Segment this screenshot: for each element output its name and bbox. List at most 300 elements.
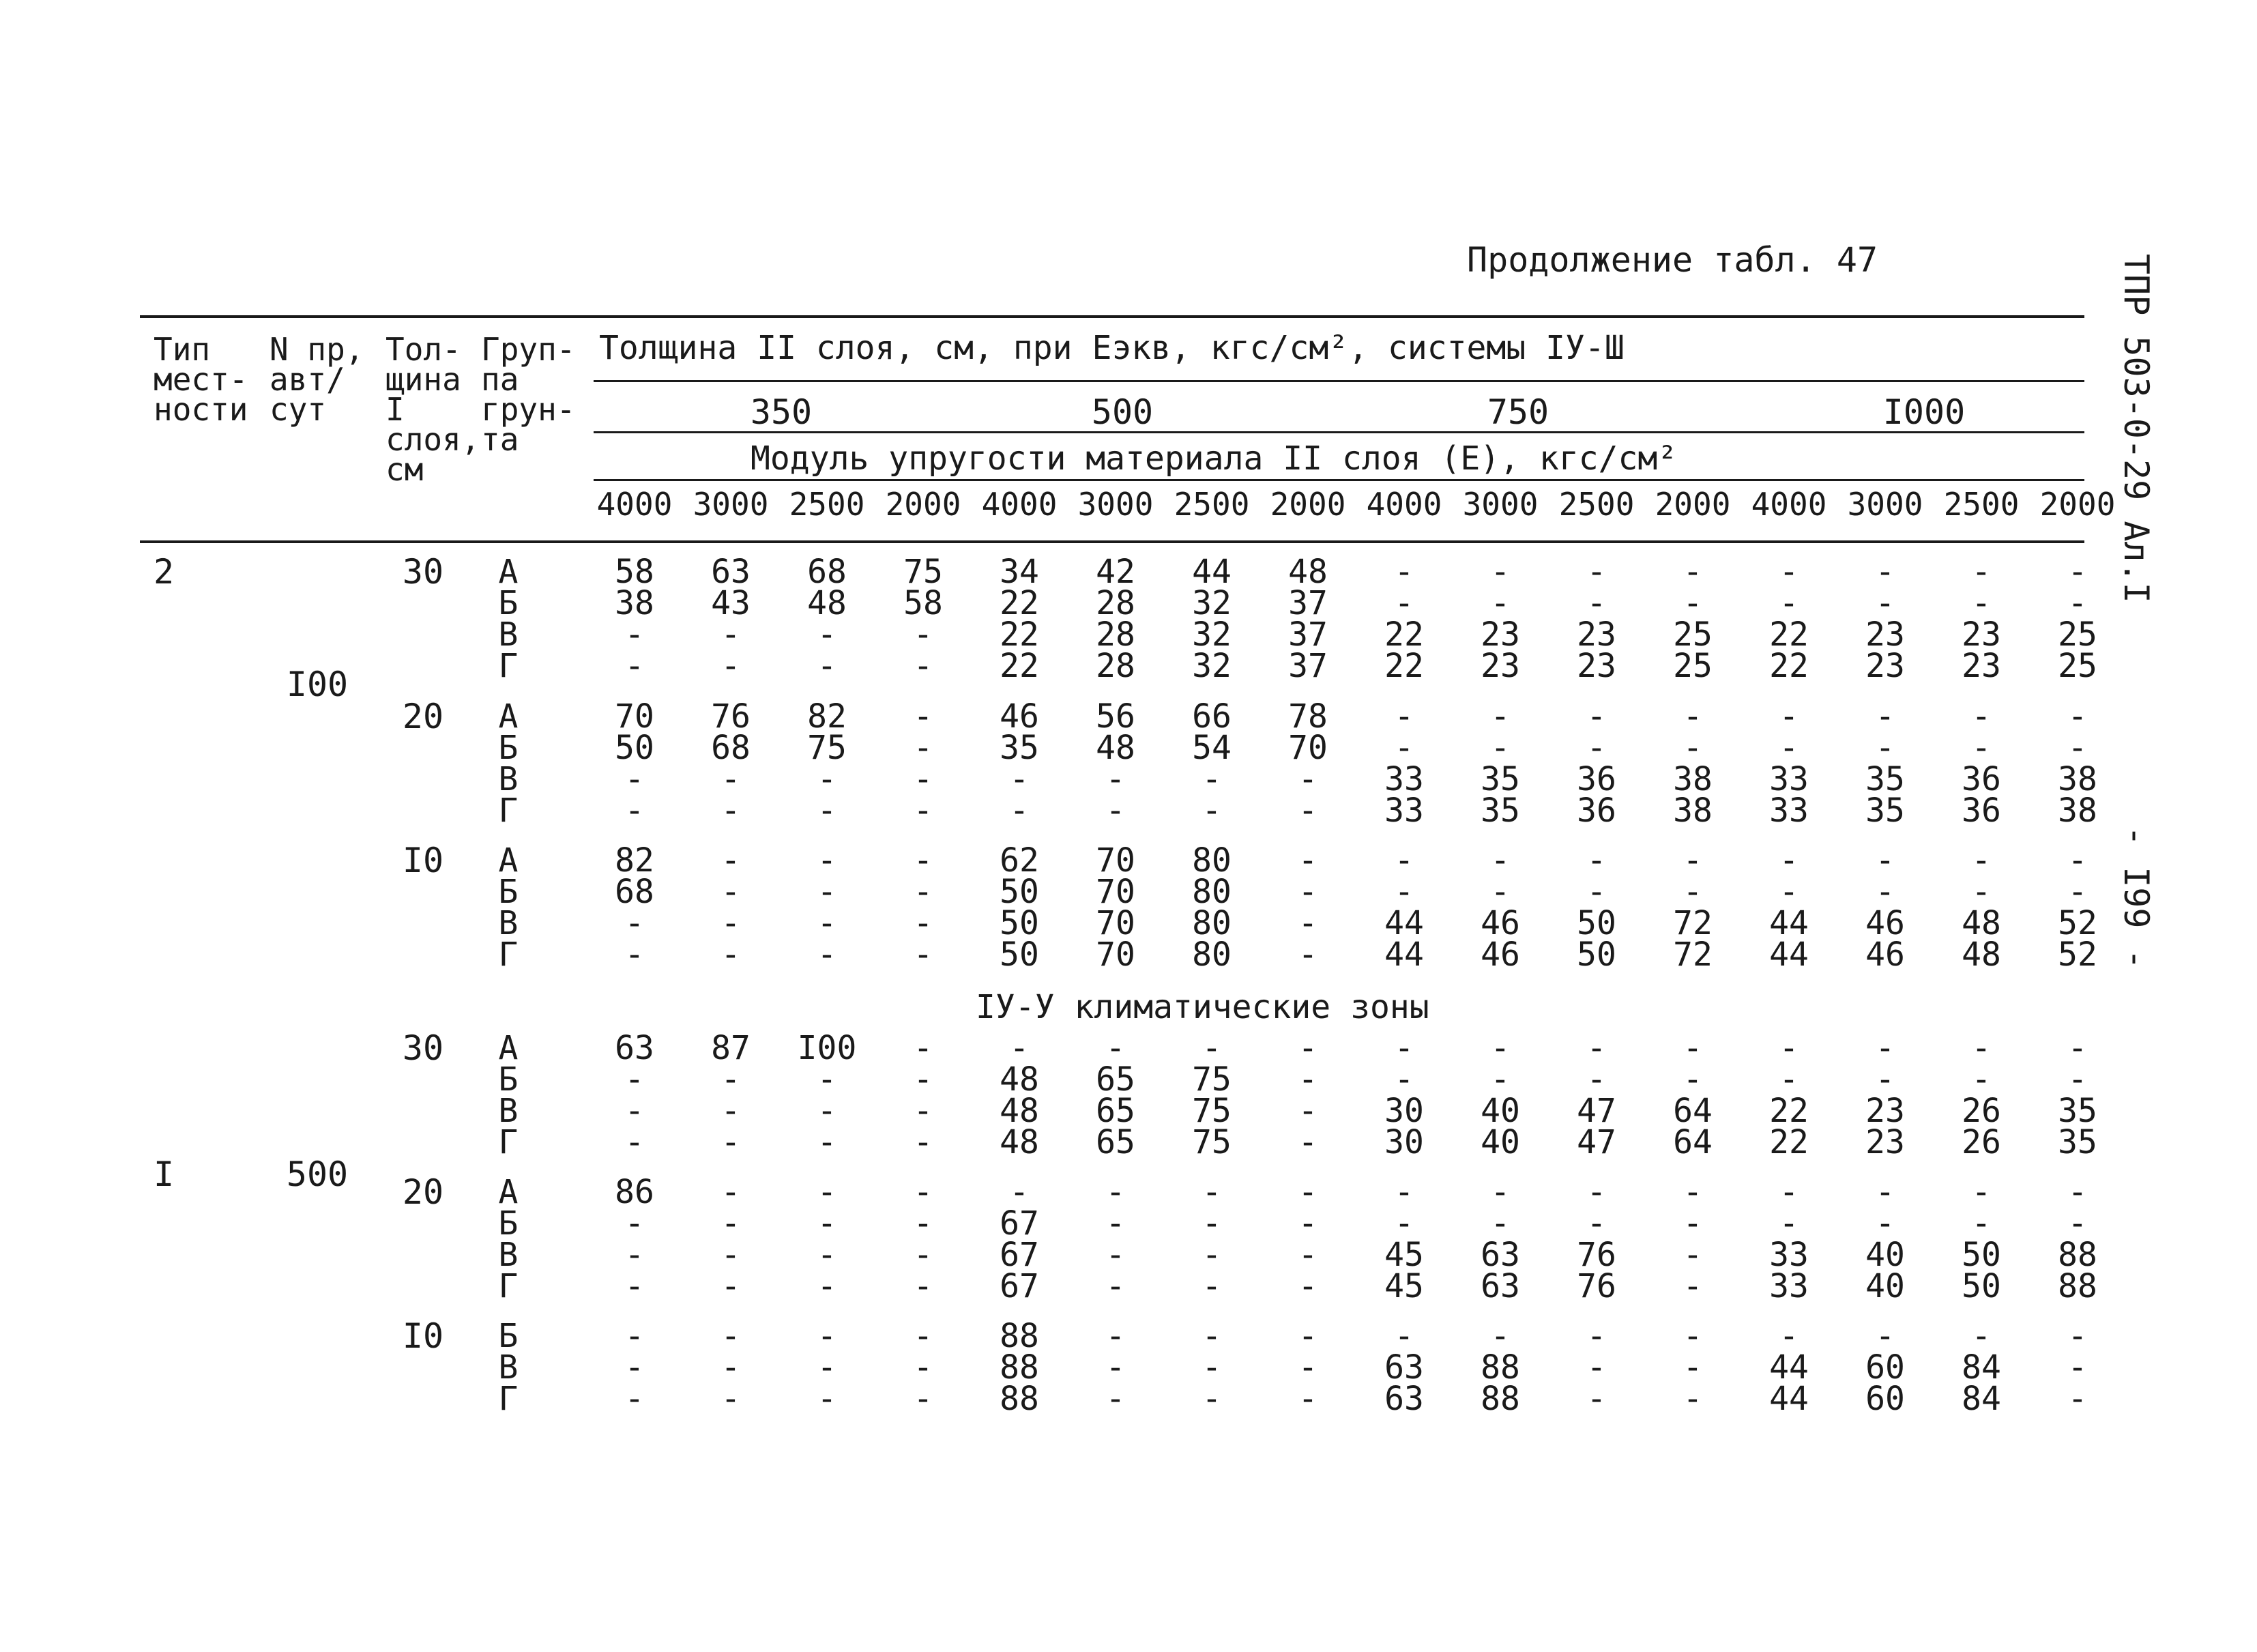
table-cell: - [720, 647, 741, 685]
table-cell: 50 [1577, 936, 1616, 974]
table-cell: - [1586, 729, 1607, 767]
table-cell: 52 [2058, 904, 2097, 942]
table-cell: - [1586, 841, 1607, 880]
table-cell: - [1586, 584, 1607, 622]
table-cell: - [2067, 697, 2088, 736]
soil-group: Г [498, 936, 519, 974]
table-cell: - [1971, 1060, 1992, 1099]
table-cell: 48 [1288, 553, 1328, 591]
modulus-3000: 3000 [693, 486, 769, 523]
table-top-rule [140, 315, 2084, 318]
table-cell: - [913, 1029, 933, 1067]
table-cell: - [1394, 1317, 1414, 1355]
table-cell: 37 [1288, 615, 1328, 654]
modulus-2000: 2000 [1270, 486, 1346, 523]
table-cell: 40 [1481, 1123, 1520, 1161]
table-cell: 44 [1384, 904, 1424, 942]
table-cell: 23 [1481, 615, 1520, 654]
table-cell: - [1298, 1267, 1318, 1305]
table-cell: 36 [1962, 760, 2001, 798]
table-cell: 23 [1865, 615, 1905, 654]
table-cell: 23 [1481, 647, 1520, 685]
table-cell: 34 [1000, 553, 1039, 591]
table-cell: - [1105, 1204, 1126, 1243]
table-cell: 75 [1192, 1092, 1232, 1130]
table-cell: 88 [1000, 1380, 1039, 1418]
table-cell: 35 [1481, 792, 1520, 830]
table-cell: - [1586, 1029, 1607, 1067]
table-cell: 86 [615, 1173, 654, 1211]
table-cell: 68 [711, 729, 751, 767]
modulus-2000: 2000 [2039, 486, 2116, 523]
table-cell: - [1394, 1173, 1414, 1211]
modulus-3000: 3000 [1077, 486, 1154, 523]
table-cell: - [1971, 584, 1992, 622]
table-cell: 70 [1096, 936, 1135, 974]
table-cell: 22 [1000, 584, 1039, 622]
table-cell: - [1490, 1204, 1511, 1243]
table-cell: 35 [1000, 729, 1039, 767]
table-cell: 22 [1000, 615, 1039, 654]
table-cell: - [2067, 873, 2088, 911]
table-cell: - [1586, 1317, 1607, 1355]
table-cell: 84 [1962, 1380, 2001, 1418]
table-cell: - [624, 1060, 645, 1099]
table-cell: 22 [1769, 1092, 1809, 1130]
table-cell: - [1586, 1204, 1607, 1243]
table-cell: 50 [1577, 904, 1616, 942]
table-cell: 66 [1192, 697, 1232, 736]
table-cell: I00 [797, 1029, 857, 1067]
table-cell: 75 [807, 729, 847, 767]
table-cell: - [1779, 553, 1799, 591]
table-cell: 60 [1865, 1348, 1905, 1387]
modulus-2000: 2000 [885, 486, 961, 523]
table-cell: 33 [1769, 792, 1809, 830]
table-cell: - [1202, 1267, 1222, 1305]
table-cell: - [1298, 841, 1318, 880]
table-cell: - [1683, 1380, 1703, 1418]
table-cell: 48 [1962, 936, 2001, 974]
table-cell: - [1490, 1173, 1511, 1211]
table-cell: - [1394, 841, 1414, 880]
table-cell: - [1298, 1348, 1318, 1387]
table-cell: 28 [1096, 584, 1135, 622]
table-cell: 28 [1096, 615, 1135, 654]
table-cell: - [720, 841, 741, 880]
table-cell: 35 [2058, 1092, 2097, 1130]
modulus-3000: 3000 [1462, 486, 1539, 523]
table-cell: - [1202, 792, 1222, 830]
soil-group: Б [498, 1204, 519, 1243]
table-cell: - [1875, 1173, 1895, 1211]
table-cell: - [817, 1123, 837, 1161]
table-cell: - [1105, 1380, 1126, 1418]
table-cell: - [913, 1348, 933, 1387]
table-cell: 78 [1288, 697, 1328, 736]
table-cell: 60 [1865, 1380, 1905, 1418]
table-cell: 30 [1384, 1092, 1424, 1130]
table-cell: - [1875, 1029, 1895, 1067]
table-cell: 52 [2058, 936, 2097, 974]
table-cell: - [913, 841, 933, 880]
soil-group: А [498, 553, 519, 591]
table-cell: 35 [1865, 760, 1905, 798]
table-cell: - [913, 1267, 933, 1305]
table-cell: - [1298, 1173, 1318, 1211]
soil-group: Б [498, 1317, 519, 1355]
table-cell: 82 [615, 841, 654, 880]
table-cell: - [2067, 1348, 2088, 1387]
table-cell: - [913, 615, 933, 654]
layer1-thickness: 20 [402, 697, 444, 736]
table-cell: - [817, 615, 837, 654]
table-cell: - [1779, 1060, 1799, 1099]
table-cell: - [1490, 1029, 1511, 1067]
soil-group: Г [498, 1380, 519, 1418]
eekv-group-1000: I000 [1882, 392, 1966, 432]
table-cell: 32 [1192, 615, 1232, 654]
table-cell: - [1490, 1317, 1511, 1355]
table-cell: - [2067, 553, 2088, 591]
table-cell: - [1105, 1348, 1126, 1387]
soil-group: Б [498, 584, 519, 622]
table-cell: - [1875, 697, 1895, 736]
modulus-3000: 3000 [1847, 486, 1923, 523]
layer1-thickness: 20 [402, 1172, 444, 1212]
terrain-type: 2 [153, 552, 175, 592]
table-cell: 80 [1192, 873, 1232, 911]
table-cell: - [817, 841, 837, 880]
table-cell: 44 [1769, 904, 1809, 942]
table-cell: - [1586, 1060, 1607, 1099]
modulus-2500: 2500 [1558, 486, 1635, 523]
table-cell: - [913, 760, 933, 798]
table-cell: 33 [1384, 792, 1424, 830]
table-cell: - [1298, 1380, 1318, 1418]
table-cell: - [1394, 1204, 1414, 1243]
table-cell: 70 [1288, 729, 1328, 767]
table-cell: - [720, 1173, 741, 1211]
table-cell: 38 [1673, 792, 1713, 830]
table-cell: - [1683, 1204, 1703, 1243]
terrain-type: I [153, 1155, 175, 1194]
table-cell: 22 [1769, 1123, 1809, 1161]
page-number: - I99 - [2116, 826, 2156, 970]
traffic-volume: I00 [286, 665, 349, 704]
soil-group: Б [498, 1060, 519, 1099]
soil-group: Г [498, 1123, 519, 1161]
table-cell: 46 [1481, 936, 1520, 974]
table-cell: - [720, 792, 741, 830]
table-cell: 38 [1673, 760, 1713, 798]
table-cell: - [913, 1173, 933, 1211]
table-cell: 40 [1481, 1092, 1520, 1130]
table-cell: - [913, 904, 933, 942]
table-cell: 65 [1096, 1092, 1135, 1130]
table-cell: - [624, 1317, 645, 1355]
table-cell: 75 [1192, 1060, 1232, 1099]
table-cell: - [1971, 1029, 1992, 1067]
table-cell: - [1683, 697, 1703, 736]
table-cell: - [913, 1236, 933, 1274]
table-cell: - [1971, 729, 1992, 767]
table-cell: - [1298, 936, 1318, 974]
table-cell: 46 [1000, 697, 1039, 736]
soil-group: Г [498, 1267, 519, 1305]
table-cell: - [817, 1092, 837, 1130]
table-cell: - [624, 1236, 645, 1274]
soil-group: В [498, 760, 519, 798]
table-cell: 76 [1577, 1236, 1616, 1274]
table-cell: 67 [1000, 1204, 1039, 1243]
eekv-rule [594, 380, 2084, 382]
table-cell: 35 [1481, 760, 1520, 798]
table-cell: - [913, 1060, 933, 1099]
table-cell: - [720, 615, 741, 654]
table-cell: - [913, 647, 933, 685]
table-cell: - [1971, 553, 1992, 591]
table-cell: 68 [807, 553, 847, 591]
table-cell: 62 [1000, 841, 1039, 880]
table-cell: 44 [1384, 936, 1424, 974]
table-cell: - [1683, 1236, 1703, 1274]
table-cell: 67 [1000, 1267, 1039, 1305]
table-cell: - [1298, 792, 1318, 830]
table-cell: - [1298, 1123, 1318, 1161]
table-cell: 50 [1962, 1236, 2001, 1274]
table-cell: - [1683, 1173, 1703, 1211]
table-cell: 80 [1192, 841, 1232, 880]
table-cell: 22 [1769, 615, 1809, 654]
table-cell: - [1779, 697, 1799, 736]
table-cell: - [1394, 729, 1414, 767]
table-cell: - [1202, 1204, 1222, 1243]
layer1-thickness: 30 [402, 1028, 444, 1068]
table-cell: - [1779, 584, 1799, 622]
table-cell: - [817, 1317, 837, 1355]
header-modulus: Модуль упругости материала II слоя (Е), кгс/см² [751, 439, 1678, 478]
table-cell: - [1298, 1060, 1318, 1099]
table-cell: - [1779, 873, 1799, 911]
table-cell: - [1105, 1029, 1126, 1067]
table-cell: 80 [1192, 904, 1232, 942]
table-cell: - [1971, 1204, 1992, 1243]
table-cell: 63 [1384, 1380, 1424, 1418]
table-cell: - [720, 936, 741, 974]
table-cell: - [720, 1123, 741, 1161]
modulus-4000: 4000 [1366, 486, 1442, 523]
table-cell: - [2067, 1029, 2088, 1067]
table-cell: - [1394, 873, 1414, 911]
table-cell: - [1009, 1029, 1030, 1067]
table-cell: 44 [1769, 1348, 1809, 1387]
table-cell: 88 [1000, 1348, 1039, 1387]
table-cell: 36 [1577, 760, 1616, 798]
table-cell: 50 [1000, 936, 1039, 974]
table-cell: 47 [1577, 1123, 1616, 1161]
header-traffic: N пр, авт/ сут [270, 331, 364, 428]
table-cell: - [1779, 1317, 1799, 1355]
table-cell: - [817, 647, 837, 685]
table-cell: 72 [1673, 904, 1713, 942]
table-cell: - [817, 936, 837, 974]
table-cell: 46 [1865, 936, 1905, 974]
table-cell: - [817, 904, 837, 942]
header-soil-group: Груп- па грун- та [481, 331, 576, 458]
table-cell: - [817, 1267, 837, 1305]
table-cell: 28 [1096, 647, 1135, 685]
table-cell: 48 [1000, 1060, 1039, 1099]
table-cell: - [817, 1060, 837, 1099]
table-cell: 68 [615, 873, 654, 911]
table-cell: 23 [1577, 615, 1616, 654]
table-cell: - [624, 904, 645, 942]
table-cell: 23 [1962, 647, 2001, 685]
table-cell: - [1875, 841, 1895, 880]
soil-group: А [498, 841, 519, 880]
table-cell: 88 [1481, 1380, 1520, 1418]
table-cell: - [720, 1267, 741, 1305]
table-cell: - [720, 1380, 741, 1418]
table-cell: 70 [1096, 904, 1135, 942]
table-cell: 70 [615, 697, 654, 736]
table-cell: 22 [1384, 647, 1424, 685]
table-cell: - [1490, 697, 1511, 736]
table-cell: - [1394, 1029, 1414, 1067]
table-cell: - [1009, 792, 1030, 830]
table-cell: 33 [1384, 760, 1424, 798]
soil-group: В [498, 1236, 519, 1274]
modulus-4000: 4000 [981, 486, 1058, 523]
table-cell: 47 [1577, 1092, 1616, 1130]
table-cell: 48 [1096, 729, 1135, 767]
table-cell: 82 [807, 697, 847, 736]
table-cell: 64 [1673, 1123, 1713, 1161]
table-cell: 76 [711, 697, 751, 736]
table-cell: - [1298, 1092, 1318, 1130]
table-cell: - [1971, 1317, 1992, 1355]
table-cell: 65 [1096, 1060, 1135, 1099]
table-cell: - [1009, 760, 1030, 798]
header-layer1-thickness: Тол- щина I слоя, см [385, 331, 480, 488]
table-cell: - [1683, 1060, 1703, 1099]
table-cell: 64 [1673, 1092, 1713, 1130]
table-cell: - [624, 1092, 645, 1130]
table-cell: 88 [1000, 1317, 1039, 1355]
table-cell: 48 [807, 584, 847, 622]
table-cell: - [913, 729, 933, 767]
table-cell: - [624, 1380, 645, 1418]
table-cell: - [913, 1092, 933, 1130]
table-cell: - [1971, 873, 1992, 911]
table-cell: - [624, 1123, 645, 1161]
table-cell: 23 [1865, 1092, 1905, 1130]
table-cell: 48 [1962, 904, 2001, 942]
eekv-group-500: 500 [1091, 392, 1154, 432]
table-cell: - [720, 1348, 741, 1387]
soil-group: Г [498, 647, 519, 685]
table-caption: Продолжение табл. 47 [1467, 240, 1878, 280]
header-terrain-type: Тип мест- ности [154, 331, 248, 428]
table-cell: - [2067, 1173, 2088, 1211]
soil-group: В [498, 1348, 519, 1387]
modulus-2500: 2500 [1174, 486, 1250, 523]
table-cell: 26 [1962, 1092, 2001, 1130]
table-cell: 80 [1192, 936, 1232, 974]
table-cell: 45 [1384, 1267, 1424, 1305]
table-cell: - [1875, 1317, 1895, 1355]
modulus-rule [594, 479, 2084, 481]
table-cell: - [1875, 729, 1895, 767]
table-cell: - [1105, 760, 1126, 798]
table-cell: - [1971, 1173, 1992, 1211]
table-cell: 43 [711, 584, 751, 622]
climatic-zone-label: IУ-У климатические зоны [976, 988, 1429, 1026]
table-cell: - [624, 647, 645, 685]
table-cell: - [2067, 1317, 2088, 1355]
modulus-4000: 4000 [596, 486, 673, 523]
table-cell: - [817, 792, 837, 830]
table-cell: 40 [1865, 1236, 1905, 1274]
table-cell: - [1105, 1236, 1126, 1274]
table-cell: - [1779, 729, 1799, 767]
table-cell: - [1298, 1317, 1318, 1355]
table-cell: - [1586, 1380, 1607, 1418]
soil-group: В [498, 904, 519, 942]
layer1-thickness: I0 [402, 841, 444, 880]
table-cell: - [1683, 1267, 1703, 1305]
table-cell: - [1298, 1204, 1318, 1243]
table-cell: 42 [1096, 553, 1135, 591]
table-cell: - [2067, 841, 2088, 880]
table-cell: 38 [615, 584, 654, 622]
table-cell: - [1298, 904, 1318, 942]
table-cell: - [2067, 729, 2088, 767]
table-cell: 36 [1962, 792, 2001, 830]
table-cell: - [1779, 1173, 1799, 1211]
table-cell: - [1298, 760, 1318, 798]
table-cell: 32 [1192, 647, 1232, 685]
table-cell: 22 [1000, 647, 1039, 685]
table-cell: - [1298, 1029, 1318, 1067]
table-cell: - [1490, 553, 1511, 591]
table-cell: - [913, 873, 933, 911]
table-cell: - [1586, 553, 1607, 591]
table-cell: 58 [903, 584, 943, 622]
table-cell: - [1683, 553, 1703, 591]
table-cell: - [913, 936, 933, 974]
table-cell: 23 [1865, 647, 1905, 685]
soil-group: В [498, 1092, 519, 1130]
table-cell: 44 [1769, 936, 1809, 974]
table-cell: 44 [1769, 1380, 1809, 1418]
table-cell: - [1875, 1204, 1895, 1243]
table-cell: - [1586, 697, 1607, 736]
table-cell: - [1394, 1060, 1414, 1099]
table-cell: 88 [1481, 1348, 1520, 1387]
table-cell: - [624, 1204, 645, 1243]
table-cell: - [1683, 584, 1703, 622]
modulus-2000: 2000 [1655, 486, 1731, 523]
table-cell: 72 [1673, 936, 1713, 974]
table-cell: 88 [2058, 1236, 2097, 1274]
table-cell: - [1586, 1348, 1607, 1387]
table-cell: 67 [1000, 1236, 1039, 1274]
table-cell: 70 [1096, 841, 1135, 880]
table-cell: - [1202, 1236, 1222, 1274]
layer1-thickness: I0 [402, 1316, 444, 1356]
